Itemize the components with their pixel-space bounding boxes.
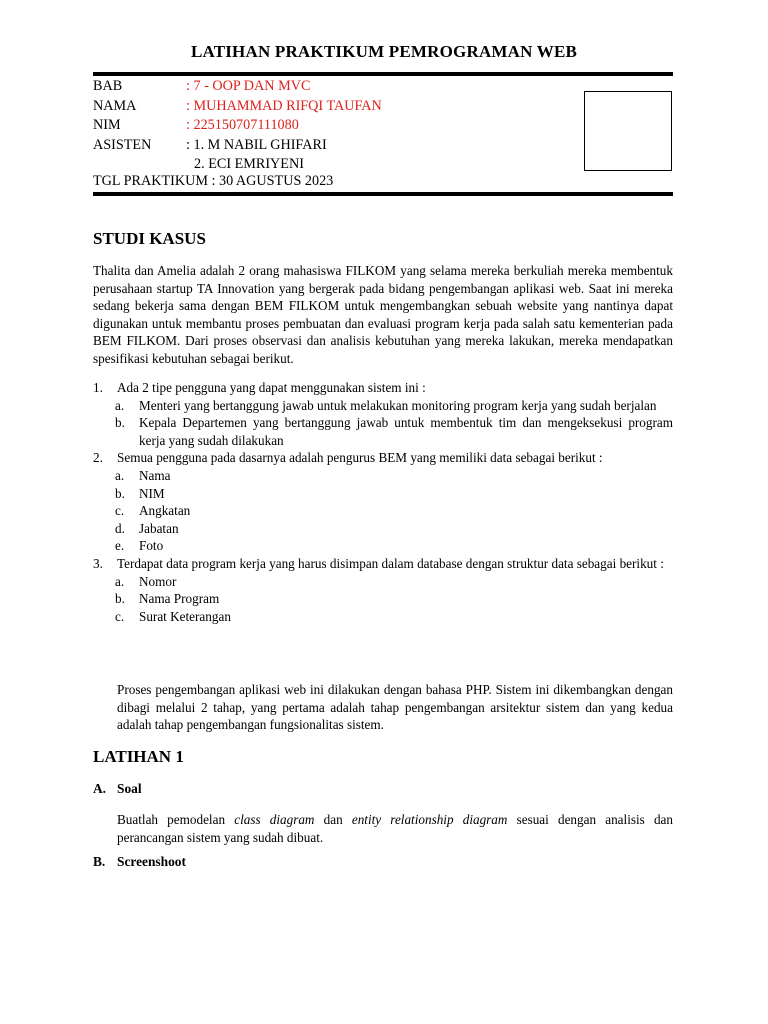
sub-list-item-letter: a.: [115, 397, 125, 413]
list-item: [93, 379, 673, 397]
sub-list-item-text: Jabatan: [139, 520, 179, 536]
sub-list-item-text: Kepala Departemen yang bertanggung jawab untuk membentuk tim dan mengeksekusi program kerja yang sudah dilakukan: [139, 415, 673, 448]
sub-list-item-text: Menteri yang bertanggung jawab untuk melakukan monitoring program kerja yang sudah berjalan: [139, 397, 657, 413]
sub-list-item-text: Foto: [139, 538, 164, 554]
sub-list-item: [93, 414, 673, 449]
sub-list-item-letter: b.: [115, 415, 125, 431]
sub-list-item: [93, 608, 673, 626]
list-item-number: 2.: [93, 450, 103, 466]
header-bottom-rule: [93, 192, 673, 196]
sub-list-item-letter: d.: [115, 520, 125, 536]
asisten-label: ASISTEN: [93, 136, 152, 153]
sub-list-item-text: NIM: [139, 485, 165, 501]
bab-label: BAB: [93, 78, 123, 94]
nama-label: NAMA: [93, 97, 137, 114]
list-item: [93, 555, 673, 573]
soal-text: Buatlah pemodelan class diagram dan entity relationship diagram sesuai dengan analisis dan perancangan sistem yang sudah dibuat.: [117, 812, 673, 845]
list-item-number: 1.: [93, 380, 103, 395]
sub-list-item-letter: a.: [115, 573, 125, 589]
asisten-value-2: 2. ECI EMRIYENI: [194, 156, 304, 172]
sub-list-item: [93, 520, 673, 538]
sub-list-item: [93, 573, 673, 591]
sub-list-item-text: Surat Keterangan: [139, 608, 231, 624]
nim-label: NIM: [93, 117, 121, 133]
sub-list-item: [93, 590, 673, 608]
sub-list-item: [93, 502, 673, 520]
sub-list-item-text: Nama Program: [139, 591, 220, 607]
requirements-list: [93, 379, 673, 625]
sub-list-item-letter: b.: [115, 591, 125, 607]
sub-list-item-letter: b.: [115, 485, 125, 501]
sub-list-item-text: Angkatan: [139, 503, 191, 519]
sub-list-item: [93, 467, 673, 485]
list-item-text: Terdapat data program kerja yang harus disimpan dalam database dengan struktur data sebagai berikut :: [117, 555, 664, 571]
latihan-1-heading: LATIHAN 1: [93, 747, 184, 766]
sub-list-item-text: Nomor: [139, 573, 177, 589]
studi-kasus-intro: Thalita dan Amelia adalah 2 orang mahasiswa FILKOM yang selama mereka berkuliah mereka membentuk perusahaan startup TA Innovation yang bergerak pada bidang pengembangan aplikasi web. Saat ini mereka sedang bekerja sama dengan BEM FILKOM untuk mengembangkan sebuah website yang nantinya dapat digunakan untuk membantu proses pembuatan dan evaluasi program kerja pada salah satu kementerian pada BEM FILKOM. Dari proses observasi dan analisis kebutuhan yang mereka lakukan, mereka mendapatkan spesifikasi kebutuhan sebagai berikut.: [93, 263, 673, 366]
sub-list-item-text: Nama: [139, 467, 171, 483]
sub-list-item-letter: c.: [115, 503, 125, 519]
soal-label: Soal: [117, 781, 142, 796]
nim-value: : 225150707111080: [186, 117, 299, 133]
sub-list-item-letter: c.: [115, 608, 125, 624]
soal-heading: [93, 781, 142, 797]
class-diagram-term: class diagram: [234, 812, 315, 827]
nama-value: : MUHAMMAD RIFQI TAUFAN: [186, 97, 382, 114]
header-top-rule: [93, 72, 673, 76]
erd-term: entity relationship diagram: [351, 812, 508, 827]
tanggal-praktikum: TGL PRAKTIKUM : 30 AGUSTUS 2023: [93, 173, 334, 189]
sub-list-item: [93, 537, 673, 555]
studi-kasus-heading: STUDI KASUS: [93, 229, 206, 248]
sub-list-item: [93, 397, 673, 415]
soal-number: A.: [93, 781, 107, 796]
list-item-text: Semua pengguna pada dasarnya adalah pengurus BEM yang memiliki data sebagai berikut :: [117, 450, 603, 466]
closing-paragraph: Proses pengembangan aplikasi web ini dilakukan dengan bahasa PHP. Sistem ini dikembangkan dengan dibagi melalui 2 tahap, yang pertama adalah tahap pengembangan arsitektur sistem dan yang kedua adalah tahap pengembangan fungsionalitas sistem.: [117, 682, 673, 733]
screenshoot-label: Screenshoot: [117, 854, 186, 869]
sub-list-item-letter: e.: [115, 538, 125, 554]
sub-list-item: [93, 485, 673, 503]
screenshoot-heading: [93, 854, 186, 870]
asisten-value-1: : 1. M NABIL GHIFARI: [186, 136, 327, 153]
list-item: [93, 449, 673, 467]
sub-list-item-letter: a.: [115, 467, 125, 483]
bab-value: : 7 - OOP DAN MVC: [186, 78, 311, 94]
screenshoot-number: B.: [93, 854, 106, 869]
page-title: LATIHAN PRAKTIKUM PEMROGRAMAN WEB: [190, 42, 578, 61]
list-item-number: 3.: [93, 555, 103, 571]
identity-block: [93, 77, 382, 175]
list-item-text: Ada 2 tipe pengguna yang dapat menggunakan sistem ini :: [117, 380, 426, 395]
photo-placeholder: [584, 91, 672, 171]
